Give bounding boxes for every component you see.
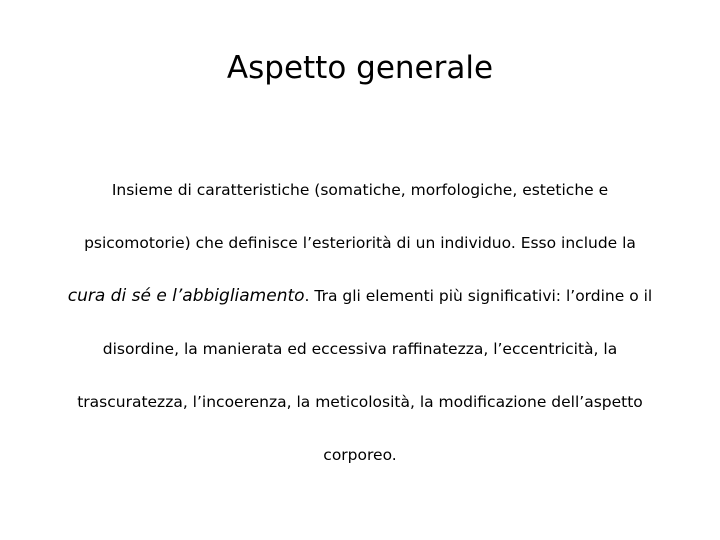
body-line-1-text: Insieme di caratteristiche (somatiche, morfologiche, estetiche e [111, 181, 609, 199]
body-line-5 [58, 376, 662, 429]
body-line-2-text: psicomotorie) che definisce l’esteriorità di un individuo. Esso include la [84, 234, 636, 252]
body-line-3 [58, 270, 662, 323]
body-line-4 [58, 323, 662, 376]
body-line-3-text: . Tra gli elementi più significativi: l’ordine o il [304, 287, 653, 305]
body-line-1 [58, 164, 662, 217]
body-line-2 [58, 217, 662, 270]
body-line-6 [58, 429, 662, 482]
slide-title: Aspetto generale [226, 50, 494, 86]
slide-body [58, 164, 662, 482]
body-line-5-text: trascuratezza, l’incoerenza, la meticolosità, la modificazione dell’aspetto [77, 393, 643, 411]
body-line-3-emphasis: cura di sé e l’abbigliamento [67, 286, 305, 306]
body-line-6-text: corporeo. [323, 446, 397, 464]
body-line-4-text: disordine, la manierata ed eccessiva raffinatezza, l’eccentricità, la [102, 340, 618, 358]
